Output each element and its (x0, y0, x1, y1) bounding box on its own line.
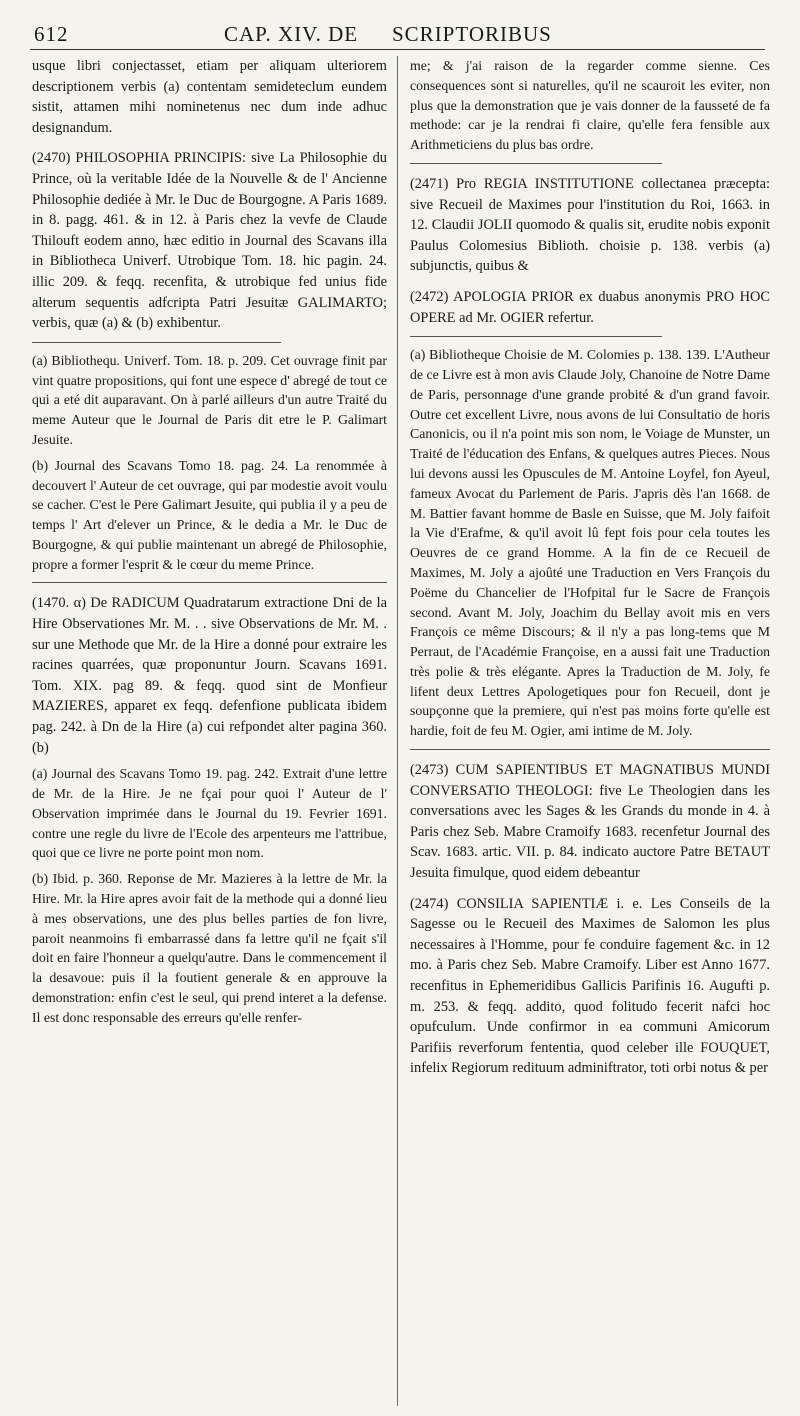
entry-2472: (2472) APOLOGIA PRIOR ex duabus anonymis PRO HOC OPERE ad Mr. OGIER refertur. (410, 288, 770, 326)
footnote-a-1470a: (a) Journal des Scavans Tomo 19. pag. 242. Extrait d'une lettre de Mr. de la Hire. Je ne fçai pour quoi l' Auteur de l' Observation imprimée dans le Journal du 19. Fevrier 1691. contre une regle du livre de l'Ecole des arpenteurs me l'attribue, quoi que ce livre ne porte point mon nom. (32, 766, 387, 861)
page-number: 612 (34, 22, 69, 46)
left-column (32, 56, 387, 1034)
footnote-separator (410, 336, 662, 337)
entry-2470: (2470) PHILOSOPHIA PRINCIPIS: sive La Philosophie du Prince, où la veritable Idée de la Nouvelle & de l' Ancienne Philosophie dediée à Mr. le Duc de Bourgogne. A Paris 1689. in 8. pagg. 461. & in 12. à Paris chez la vevfe de Claude Thilouft eodem anno, hæc editio in Journal des Scavans illa in Bibliotheca Univerf. Utrobique Tom. 18. hic pagin. 24. illic 209. & feqq. recenfita, & utrobique fed unius fide alterum sequentis adfcripta Patri Jesuitæ GALIMARTO; verbis, quæ (a) & (b) exhibentur. (32, 150, 387, 332)
separator (32, 582, 387, 583)
footnote-a-2471: (a) Bibliotheque Choisie de M. Colomies p. 138. 139. L'Autheur de ce Livre est à mon avis Claude Joly, Chanoine de Notre Dame de Paris, personnage d'une grande probité & d'un grand favoir. Outre cet excellent Livre, nous avons de lui Consultatio de horis Canonicis, ou il n'a point mis son nom, le Voiage de Munster, un Traité de l'éducation des Enfans, & quelques autres Pieces. Nous lui devons aussi les Opuscules de M. Antoine Loyfel, fon Ayeul, fameux Avocat du Parlement de Paris. J'apris dès l'an 1668. de M. Battier favant homme de Basle en Suisse, que M. Joly faifoit la Vie d'Erafme, & qu'il avoit lû fept fois pour cela toutes les Oeuvres de ce grand Homme. A la fin de ce Recueil de Maximes, M. Joly a ajoûté une Traduction en Vers François du Poëme du Chancelier de l'Hofpital fur le Sacre de François second. Avant M. Joly, Joachim du Bellay avoit mis en vers François ce même Discours; & il n'y a pas long-tems que M Perraut, de l'Académie Françoise, en a aussi fait une Traduction très polie & très elégante. Apres la Traduction de M. Joly, fe lifent deux Lettres Apologetiques pour fon Recueil, dont je soupçonne que la premiere, qui n'est pas moins forte qu'elle est hardie, foit de feu M. Ogier, ami intime de M. Joly. (410, 347, 770, 739)
separator (410, 163, 662, 164)
separator (410, 749, 770, 750)
footnote-b-1470a: (b) Ibid. p. 360. Reponse de Mr. Mazieres à la lettre de Mr. la Hire. Mr. la Hire apres avoir fait de la methode qui a donné lieu à mes observations, une des plus belles parties de fon livre, paroit neanmoins fi embarrassé dans fa lettre qu'il ne fçait s'il doit en faire l'honneur a quelqu'autre. Dans le commencement il la desavoue: puis il la foutient generale & en approuve la demonstration: enfin c'est le seul, qui prend interet a la defense. Il est donc responsable des erreurs qu'elle renfer- (32, 871, 387, 1025)
section-title: SCRIPTORIBUS (392, 22, 552, 46)
entry-1470a: (1470. α) De RADICUM Quadratarum extractione Dni de la Hire Observationes Mr. M. . . sive Observations de Mr. M. . sur une Methode que Mr. de la Hire a donné pour extraire les racines quarrées, quæ proponuntur Journ. Scavans 1691. Tom. XIX. pag 89. & feqq. quod sint de Monfieur MAZIERES, apparet ex feqq. defenfione publicata ibidem pag. 242. à Dn de la Hire (a) cui refpondet alter pagina 360. (b) (32, 595, 387, 756)
page-header (24, 18, 764, 48)
right-continuation: me; & j'ai raison de la regarder comme sienne. Ces consequences sont si naturelles, qu'il ne scauroit les eviter, non plus que la demonstration que je vais donner de la fausseté de fa methode: car je la rendrai fi claire, qu'elle fera fensible aux Arithmeticiens du plus bas ordre. (410, 58, 770, 153)
header-rule (30, 49, 765, 50)
entry-2473: (2473) CUM SAPIENTIBUS ET MAGNATIBUS MUNDI CONVERSATIO THEOLOGI: five Le Theologien dans les conversations avec les Sages & les Grands du monde in 4. à Paris chez Seb. Mabre Cramoify 1683. recenfetur Journal des Scav. 1683. artic. VII. p. 84. indicato auctore Patre BETAUT Jesuita fimulque, quod eidem debeantur (410, 762, 770, 882)
entry-2471: (2471) Pro REGIA INSTITUTIONE collectanea præcepta: sive Recueil de Maximes pour l'institution du Roi, 1663. in 12. Claudii JOLII quomodo & qualis sit, erudite nobis exponit Paulus Colomesius Biblioth. choisie p. 138. verbis (a) subjunctis, quibus & (410, 175, 770, 275)
footnote-b-2470: (b) Journal des Scavans Tomo 18. pag. 24. La renommée à decouvert l' Auteur de cet ouvrage, qui par modestie avoit voulu se cacher. C'est le Pere Galimart Jesuite, qui publia il y a peu de temps l' Art d'elever un Prince, & le dedia a Mr. le Duc de Bourgogne, & qui publie maintenant un abregé de Philosophie, propre a former l'esprit & le cœur du meme Prince. (32, 457, 387, 572)
footnote-separator (32, 342, 281, 343)
column-divider (397, 56, 398, 1406)
footnote-a-2470: (a) Bibliothequ. Univerf. Tom. 18. p. 209. Cet ouvrage finit par vint quatre propositions, qui font une espece d' abregé de tout ce qui a eté dit auparavant. On à parlé ailleurs d'un autre Traité du meme Auteur que le Journal de Paris dit etre le P. Galimart Jesuite. (32, 352, 387, 447)
entry-2474: (2474) CONSILIA SAPIENTIÆ i. e. Les Conseils de la Sagesse ou le Recueil des Maximes de Salomon les plus necessaires à l'Homme, pour fe conduire fagement &c. in 12 mo. à Paris chez Seb. Mabre Cramoify. Liber est Anno 1677. recenfitus in Ephemeridibus Gallicis Parifinis 16. Augufti p. m. 253. & feqq. addito, quod folitudo fecerit nafci hoc opufculum. Unde confirmor in ea communi Amicorum Parifiis reverforum fententia, quod celeber ille FOUQUET, infelix Regiorum redituum adminiftrator, toti orbi notus & per (410, 895, 770, 1077)
chapter-label: CAP. XIV. DE (224, 22, 359, 46)
left-para-continuation: usque libri conjectasset, etiam per aliquam ulteriorem descriptionem verbis (a) contentam semideteclum eundem sistit, attamen mihi nominetenus nec dum inde adhuc designandum. (32, 58, 387, 136)
right-column (410, 56, 770, 1085)
